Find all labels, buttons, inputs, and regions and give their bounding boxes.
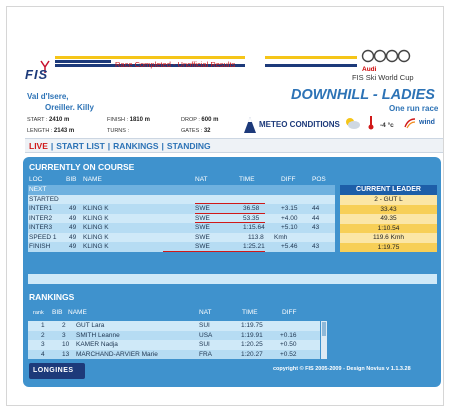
cell-bib: 10	[62, 341, 70, 348]
cell-diff: +5.46	[281, 243, 298, 250]
cell-nat: SUI	[199, 341, 210, 348]
fis-logo-text: FIS	[25, 67, 49, 82]
stat-length-value: 2143 m	[53, 128, 75, 134]
cell-time: 1:25.21	[243, 243, 265, 250]
cell-nat: SUI	[199, 322, 210, 329]
rank-col-name: NAME	[68, 309, 87, 316]
cell-pos: 44	[312, 214, 320, 222]
col-pos: POS	[312, 176, 326, 183]
stat-turns-label: TURNS :	[107, 128, 129, 134]
table-row	[28, 233, 335, 243]
longines-logo: LONGINES	[29, 363, 85, 379]
wind-icon	[404, 117, 416, 129]
rankings-table	[28, 321, 320, 359]
race-status: Race Completed - Unofficial Results	[115, 60, 236, 69]
rank-col-nat: NAT	[199, 309, 212, 316]
stat-start-value: 2410 m	[49, 117, 70, 123]
cell-bib: 2	[62, 322, 66, 329]
highlight-line	[163, 251, 265, 252]
cell-time: 113.8	[248, 233, 264, 241]
venue-course: Oreiller. Killy	[45, 103, 94, 112]
cell-loc: NEXT	[29, 186, 47, 193]
stat-length	[27, 128, 74, 134]
race-subtitle: One run race	[389, 104, 439, 113]
header-stripe-right-blue	[265, 64, 357, 67]
table-row	[28, 204, 335, 214]
cell-nat: FRA	[199, 350, 212, 358]
cell-name: MARCHAND-ARVIER Marie	[76, 350, 158, 358]
cell-diff: +0.16	[280, 331, 297, 339]
cell-rank: 3	[41, 341, 45, 348]
col-diff: DIFF	[281, 176, 296, 183]
stat-finish-label: FINISH :	[107, 117, 129, 123]
cell-name: GUT Lara	[76, 322, 105, 329]
header-stripe-yellow	[55, 56, 245, 59]
cell-nat: SWE	[195, 214, 210, 222]
rankings-title: RANKINGS	[29, 292, 75, 302]
leader-row: 119.6 Kmh	[340, 233, 437, 243]
nav-separator: |	[161, 141, 164, 151]
header-stripe-blue	[55, 60, 111, 63]
header-stripe-right-yellow	[265, 56, 357, 59]
stat-gates-value: 32	[203, 128, 211, 134]
venue-city: Val d'Isere,	[27, 92, 69, 101]
cell-name: KLING K	[83, 205, 109, 212]
stat-length-label: LENGTH :	[27, 128, 53, 134]
col-time: TIME	[239, 176, 255, 183]
scrollbar-thumb[interactable]	[322, 322, 326, 336]
table-row[interactable]	[28, 331, 320, 341]
cell-bib: 49	[69, 233, 77, 241]
stat-start	[27, 117, 69, 123]
audi-label: Audi	[362, 66, 377, 73]
stat-start-label: START :	[27, 117, 48, 123]
leader-row: 33.43	[340, 205, 437, 215]
table-row[interactable]	[28, 340, 320, 350]
stat-drop	[181, 117, 218, 123]
cell-time: 1:20.25	[241, 341, 263, 348]
table-row	[28, 185, 335, 195]
nav-separator: |	[107, 141, 111, 151]
nav-rankings[interactable]: RANKINGS	[113, 141, 159, 151]
cell-name: SMITH Leanne	[76, 331, 120, 339]
race-title: DOWNHILL - LADIES	[291, 87, 435, 103]
current-leader-box	[340, 185, 437, 252]
cell-pos: 43	[312, 224, 320, 231]
cell-loc: INTER1	[29, 205, 53, 212]
leader-row: 2 - GUT L	[340, 195, 437, 205]
nav-bar	[25, 138, 443, 153]
cell-rank: 4	[41, 350, 45, 358]
cell-time: 1:19.75	[241, 322, 263, 329]
cell-time: 1:19.91	[241, 331, 263, 339]
cell-name: KAMER Nadja	[76, 341, 118, 348]
empty-row	[28, 274, 437, 284]
table-row[interactable]	[28, 350, 320, 360]
meteo-conditions-link[interactable]: METEO CONDITIONS	[259, 120, 340, 129]
cell-diff: +0.50	[280, 341, 297, 348]
highlight-line	[195, 213, 265, 214]
cell-nat: USA	[199, 331, 213, 339]
cell-bib: 49	[69, 224, 77, 231]
cell-name: KLING K	[83, 243, 109, 250]
cell-loc: INTER3	[29, 224, 53, 231]
cell-time: 1:15.64	[243, 224, 265, 231]
stat-finish-value: 1810 m	[129, 117, 150, 123]
col-bib: BIB	[66, 176, 77, 183]
cell-pos: 43	[312, 243, 320, 250]
cell-pos: 44	[312, 205, 320, 212]
mountain-icon	[243, 114, 257, 134]
highlight-line	[195, 203, 265, 204]
cell-bib: 49	[69, 214, 77, 222]
nav-start-list[interactable]: START LIST	[56, 141, 105, 151]
cell-diff: +0.52	[280, 350, 297, 358]
leader-row: 1:19.75	[340, 243, 437, 253]
current-course-title: CURRENTLY ON COURSE	[29, 162, 135, 172]
cell-time: 53.35	[243, 214, 260, 222]
cell-diff: +3.15	[281, 205, 298, 212]
leader-row: 1:10.54	[340, 224, 437, 234]
table-row	[28, 214, 335, 224]
current-leader-title: CURRENT LEADER	[340, 185, 437, 195]
table-row	[28, 195, 335, 205]
cell-bib: 3	[62, 331, 66, 339]
wind-label: wind	[419, 119, 435, 126]
stat-gates	[181, 128, 211, 134]
nav-standing[interactable]: STANDING	[166, 141, 211, 151]
table-row	[28, 223, 335, 233]
world-cup-label: FIS Ski World Cup	[352, 73, 414, 82]
leader-row: 49.35	[340, 214, 437, 224]
highlight-line	[195, 222, 265, 223]
col-loc: LOC	[29, 176, 43, 183]
col-nat: NAT	[195, 176, 208, 183]
cell-name: KLING K	[83, 214, 109, 222]
cell-nat: SWE	[195, 205, 210, 212]
stat-finish	[107, 117, 150, 123]
cell-loc: INTER2	[29, 214, 53, 222]
cell-name: KLING K	[83, 224, 109, 231]
live-panel	[23, 157, 441, 387]
rank-col-bib: BIB	[52, 309, 63, 316]
audi-rings-logo	[361, 49, 411, 63]
stat-drop-label: DROP :	[181, 117, 200, 123]
col-name: NAME	[83, 176, 102, 183]
thermometer-icon	[368, 116, 374, 130]
nav-separator: |	[50, 141, 54, 151]
cell-unit: Kmh	[274, 233, 288, 241]
stat-turns	[107, 128, 129, 134]
cell-rank: 2	[41, 331, 45, 339]
stat-drop-value: 600 m	[201, 117, 219, 123]
empty-rows	[28, 274, 437, 284]
cell-bib: 13	[62, 350, 70, 358]
rank-col-rank: rank	[33, 310, 44, 316]
cell-loc: SPEED 1	[29, 233, 57, 241]
stat-gates-label: GATES :	[181, 128, 203, 134]
copyright-text: copyright © FIS 2005-2009 - Design Novius v 1.1.3.28	[273, 366, 411, 372]
nav-live[interactable]: LIVE	[29, 141, 48, 151]
current-course-table	[28, 185, 335, 252]
rankings-scrollbar[interactable]	[321, 321, 327, 359]
cell-rank: 1	[41, 322, 45, 329]
cell-diff: +5.10	[281, 224, 298, 231]
temperature-value: -4 °c	[380, 122, 394, 129]
cell-time: 1:20.27	[241, 350, 263, 358]
cell-name: KLING K	[83, 233, 109, 241]
cell-nat: SWE	[195, 224, 210, 231]
cell-bib: 49	[69, 205, 77, 212]
table-row[interactable]	[28, 321, 320, 331]
cell-time: 36.58	[243, 205, 260, 212]
rank-col-diff: DIFF	[282, 309, 297, 316]
sun-cloud-icon	[343, 116, 361, 130]
results-window	[6, 6, 444, 406]
cell-loc: FINISH	[29, 243, 51, 250]
cell-nat: SWE	[195, 243, 210, 250]
cell-diff: +4.00	[281, 214, 298, 222]
rank-col-time: TIME	[242, 309, 258, 316]
cell-loc: STARTED	[29, 195, 59, 203]
cell-nat: SWE	[195, 233, 210, 241]
cell-bib: 49	[69, 243, 77, 250]
